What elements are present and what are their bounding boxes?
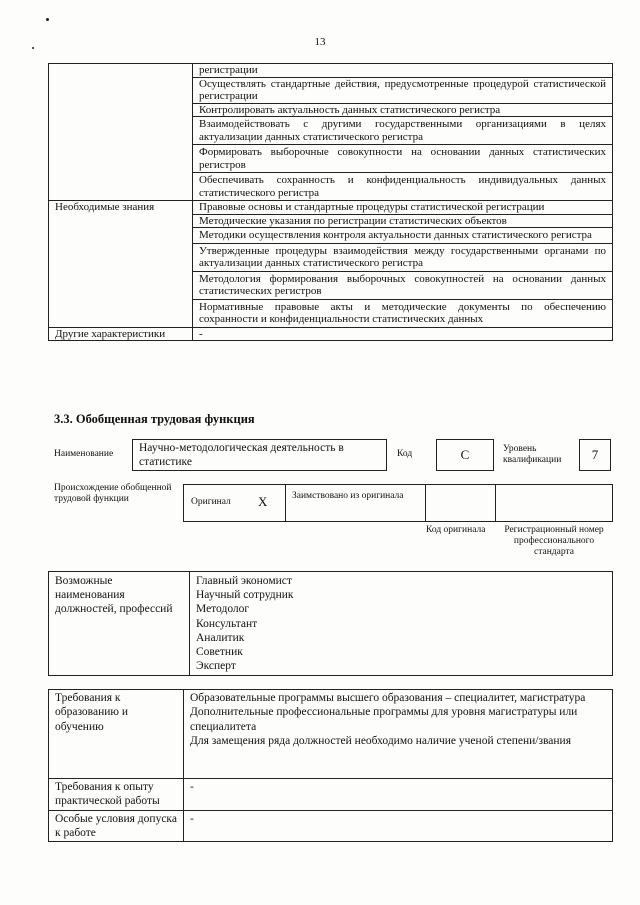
original-label: Оригинал bbox=[191, 497, 231, 507]
list-item: Консультант bbox=[196, 617, 258, 630]
list-item: Методолог bbox=[196, 603, 250, 616]
origin-divider-3 bbox=[495, 484, 496, 522]
row-label bbox=[49, 64, 193, 201]
table-row bbox=[49, 810, 613, 842]
list-item: Аналитик bbox=[196, 631, 245, 644]
name-label: Наименование bbox=[54, 449, 114, 459]
table-cell: Методология формирования выборочных совокупностей на основании данных статистических регистров bbox=[193, 271, 613, 299]
table-row bbox=[49, 690, 613, 779]
table-cell: Взаимодействовать с другими государственными организациями в целях актуализации данных статистического регистра bbox=[193, 117, 613, 145]
experience-label: Требования к опыту практической работы bbox=[49, 779, 184, 811]
list-item: Научный сотрудник bbox=[196, 589, 294, 602]
origin-boxes bbox=[183, 484, 613, 522]
table-row bbox=[49, 572, 613, 676]
scan-dot-1 bbox=[46, 18, 49, 21]
original-code-caption: Код оригинала bbox=[426, 525, 486, 535]
original-mark: X bbox=[258, 494, 268, 509]
level-label: Уровень квалификации bbox=[503, 444, 562, 465]
reg-number-caption: Регистрационный номер профессионального стандарта bbox=[504, 525, 604, 557]
special-conditions-label: Особые условия допуска к работе bbox=[49, 810, 184, 842]
list-item: Главный экономист bbox=[196, 575, 292, 587]
table-row bbox=[49, 779, 613, 811]
table-cell: Контролировать актуальность данных статистического регистра bbox=[193, 103, 613, 117]
positions-label: Возможные наименования должностей, профессий bbox=[49, 572, 190, 676]
origin-label: Происхождение обобщенной трудовой функции bbox=[54, 483, 172, 504]
experience-value: - bbox=[184, 779, 613, 811]
table-row bbox=[49, 327, 613, 341]
table-cell: Формировать выборочные совокупности на основании данных статистических регистров bbox=[193, 145, 613, 173]
positions-list bbox=[190, 572, 613, 676]
positions-table bbox=[48, 571, 613, 676]
education-values bbox=[184, 690, 613, 779]
table-cell: регистрации bbox=[193, 64, 613, 78]
code-value: C bbox=[460, 447, 470, 462]
origin-divider-1 bbox=[285, 484, 286, 522]
table-row bbox=[49, 64, 613, 78]
table-cell: Обеспечивать сохранность и конфиденциальность индивидуальных данных статистического регистра bbox=[193, 173, 613, 201]
section-title: 3.3. Обобщенная трудовая функция bbox=[54, 412, 255, 426]
table-cell: Утвержденные процедуры взаимодействия между государственными органами по актуализации данных статистического регистра bbox=[193, 243, 613, 271]
list-item: Эксперт bbox=[196, 660, 236, 673]
list-item: Дополнительные профессиональные программы для уровня магистратуры или специалитета bbox=[190, 706, 578, 733]
table-cell: Правовые основы и стандартные процедуры статистической регистрации bbox=[193, 201, 613, 215]
education-label: Требования к образованию и обучению bbox=[49, 690, 184, 779]
page-number: 13 bbox=[314, 36, 326, 48]
list-item: Образовательные программы высшего образования – специалитет, магистратура bbox=[190, 692, 586, 704]
table-cell: Методики осуществления контроля актуальности данных статистического регистра bbox=[193, 228, 613, 244]
borrowed-label: Заимствовано из оригинала bbox=[292, 491, 404, 501]
table-cell: Методические указания по регистрации статистических объектов bbox=[193, 214, 613, 228]
row-label-other: Другие характеристики bbox=[49, 327, 193, 341]
origin-divider-2 bbox=[425, 484, 426, 522]
list-item: Советник bbox=[196, 646, 243, 659]
level-value: 7 bbox=[591, 447, 599, 462]
name-value: Научно-методологическая деятельность в статистике bbox=[139, 442, 344, 468]
table-cell: Нормативные правовые акты и методические документы по обеспечению сохранности и конфиденциальности статистических данных bbox=[193, 299, 613, 327]
skills-knowledge-table bbox=[48, 63, 613, 341]
table-cell: Осуществлять стандартные действия, предусмотренные процедурой статистической регистрации bbox=[193, 77, 613, 103]
code-label: Код bbox=[397, 449, 413, 459]
list-item: Для замещения ряда должностей необходимо наличие ученой степени/звания bbox=[190, 734, 571, 747]
table-row bbox=[49, 201, 613, 215]
row-label-knowledge: Необходимые знания bbox=[49, 201, 193, 328]
requirements-table bbox=[48, 689, 613, 842]
table-cell: - bbox=[193, 327, 613, 341]
special-conditions-value: - bbox=[184, 810, 613, 842]
